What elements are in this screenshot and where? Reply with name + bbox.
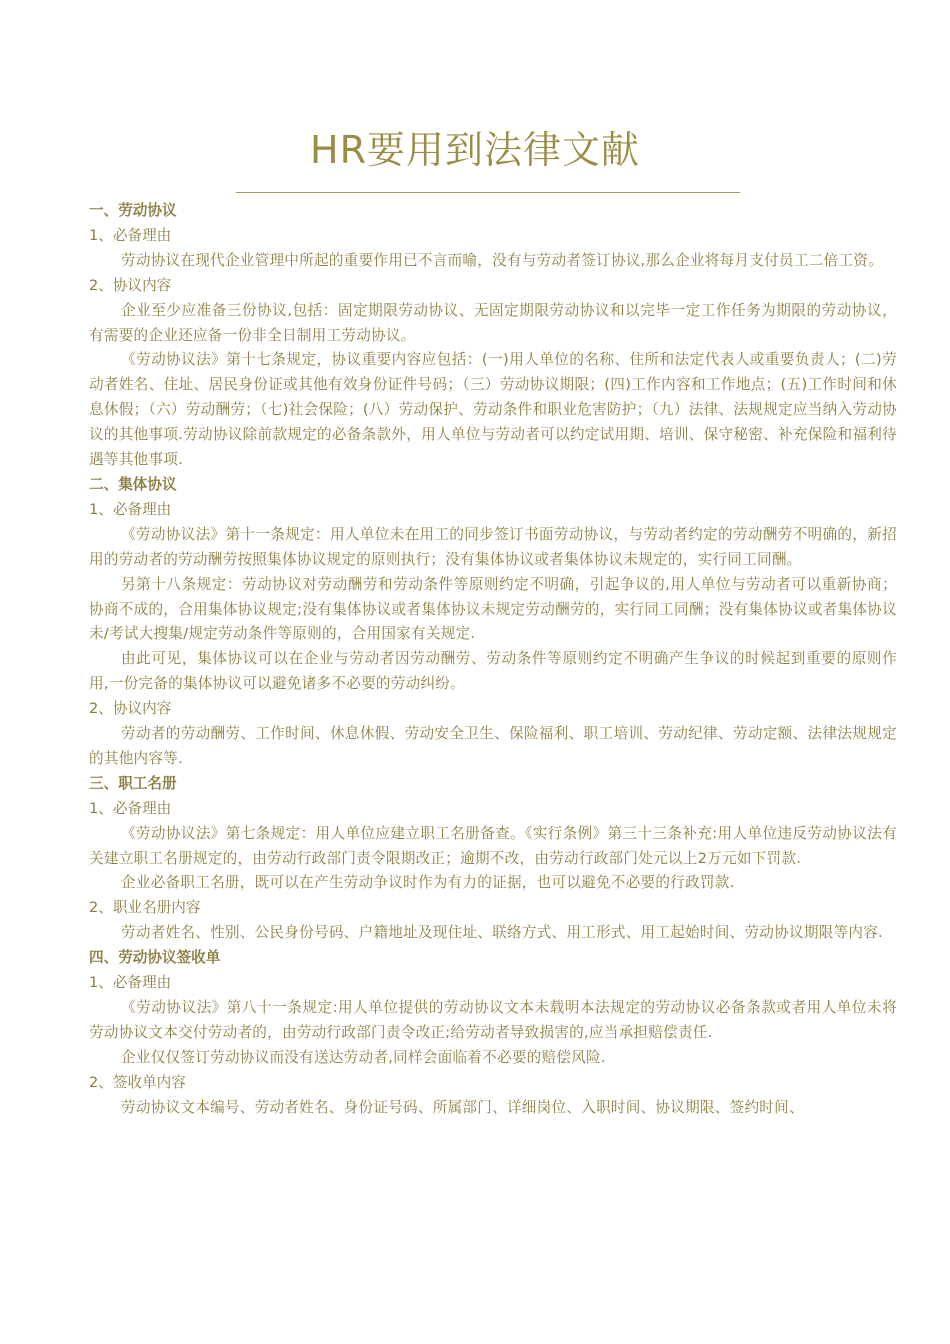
body-paragraph: 劳动者的劳动酬劳、工作时间、休息休假、劳动安全卫生、保险福利、职工培训、劳动纪律、劳动定额、法律法规规定的其他内容等. xyxy=(89,725,897,767)
section-heading: 一、劳动协议 xyxy=(89,202,177,219)
body-paragraph: 劳动者姓名、性别、公民身份号码、户籍地址及现住址、联络方式、用工形式、用工起始时间、劳动协议期限等内容. xyxy=(121,924,883,942)
title-underline xyxy=(236,192,740,193)
body-paragraph: 《劳动协议法》第十一条规定：用人单位未在用工的同步签订书面劳动协议，与劳动者约定的劳动酬劳不明确的，新招用的劳动者的劳动酬劳按照集体协议规定的原则执行；没有集体协议或者集体协议未规定的，实行同工同酬。 xyxy=(89,525,897,568)
section-heading: 三、职工名册 xyxy=(89,774,177,792)
body-paragraph: 劳动协议在现代企业管理中所起的重要作用已不言而喻，没有与劳动者签订协议,那么企业将每月支付员工二倍工资。 xyxy=(121,251,883,269)
subsection-heading: 2、协议内容 xyxy=(89,276,172,294)
body-paragraph: 企业必备职工名册，既可以在产生劳动争议时作为有力的证据，也可以避免不必要的行政罚款. xyxy=(121,874,735,892)
body-paragraph: 企业至少应准备三份协议,包括：固定期限劳动协议、无固定期限劳动协议和以完毕一定工作任务为期限的劳动协议，有需要的企业还应备一份非全日制用工劳动协议。 xyxy=(89,301,897,344)
section-heading: 四、劳动协议签收单 xyxy=(89,949,221,967)
subsection-heading: 1、必备理由 xyxy=(89,226,172,244)
subsection-heading: 1、必备理由 xyxy=(89,974,172,992)
section-heading: 二、集体协议 xyxy=(89,475,177,493)
subsection-heading: 2、职业名册内容 xyxy=(89,899,201,917)
body-paragraph: 劳动协议文本编号、劳动者姓名、身份证号码、所属部门、详细岗位、入职时间、协议期限、签约时间、 xyxy=(121,1098,804,1116)
subsection-heading: 2、协议内容 xyxy=(89,700,172,718)
subsection-heading: 1、必备理由 xyxy=(89,799,172,817)
document-body xyxy=(89,199,897,1121)
body-paragraph: 《劳动协议法》第十七条规定，协议重要内容应包括：(一)用人单位的名称、住所和法定代表人或重要负责人；(二)劳动者姓名、住址、居民身份证或其他有效身份证件号码；（三）劳动协议期限；(四)工作内容和工作地点；(五)工作时间和休息休假；（六）劳动酬劳；（七)社会保险；(八）劳动保护、劳动条件和职业危害防护；（九）法律、法规规定应当纳入劳动协议的其他事项.劳动协议除前款规定的必备条款外，用人单位与劳动者可以约定试用期、培训、保守秘密、补充保险和福利待遇等其他事项. xyxy=(89,351,897,469)
body-paragraph: 《劳动协议法》第七条规定：用人单位应建立职工名册备查。《实行条例》第三十三条补充:用人单位违反劳动协议法有关建立职工名册规定的，由劳动行政部门责令限期改正；逾期不改，由劳动行政部门处元以上2万元如下罚款. xyxy=(89,824,897,867)
document-title: HR要用到法律文献 xyxy=(310,128,640,172)
subsection-heading: 2、签收单内容 xyxy=(89,1073,186,1091)
subsection-heading: 1、必备理由 xyxy=(89,500,172,518)
body-paragraph: 企业仅仅签订劳动协议而没有送达劳动者,同样会面临着不必要的赔偿风险. xyxy=(121,1048,606,1066)
body-paragraph: 《劳动协议法》第八十一条规定:用人单位提供的劳动协议文本未载明本法规定的劳动协议必备条款或者用人单位未将劳动协议文本交付劳动者的，由劳动行政部门责令改正;给劳动者导致损害的,应当承担赔偿责任. xyxy=(89,999,897,1041)
body-paragraph: 另第十八条规定：劳动协议对劳动酬劳和劳动条件等原则约定不明确，引起争议的,用人单位与劳动者可以重新协商；协商不成的，合用集体协议规定;没有集体协议或者集体协议未规定劳动酬劳的，实行同工同酬；没有集体协议或者集体协议未/考试大搜集/规定劳动条件等原则的，合用国家有关规定. xyxy=(89,575,897,643)
body-paragraph: 由此可见，集体协议可以在企业与劳动者因劳动酬劳、劳动条件等原则约定不明确产生争议的时候起到重要的原则作用,一份完备的集体协议可以避免诸多不必要的劳动纠纷。 xyxy=(89,650,897,693)
